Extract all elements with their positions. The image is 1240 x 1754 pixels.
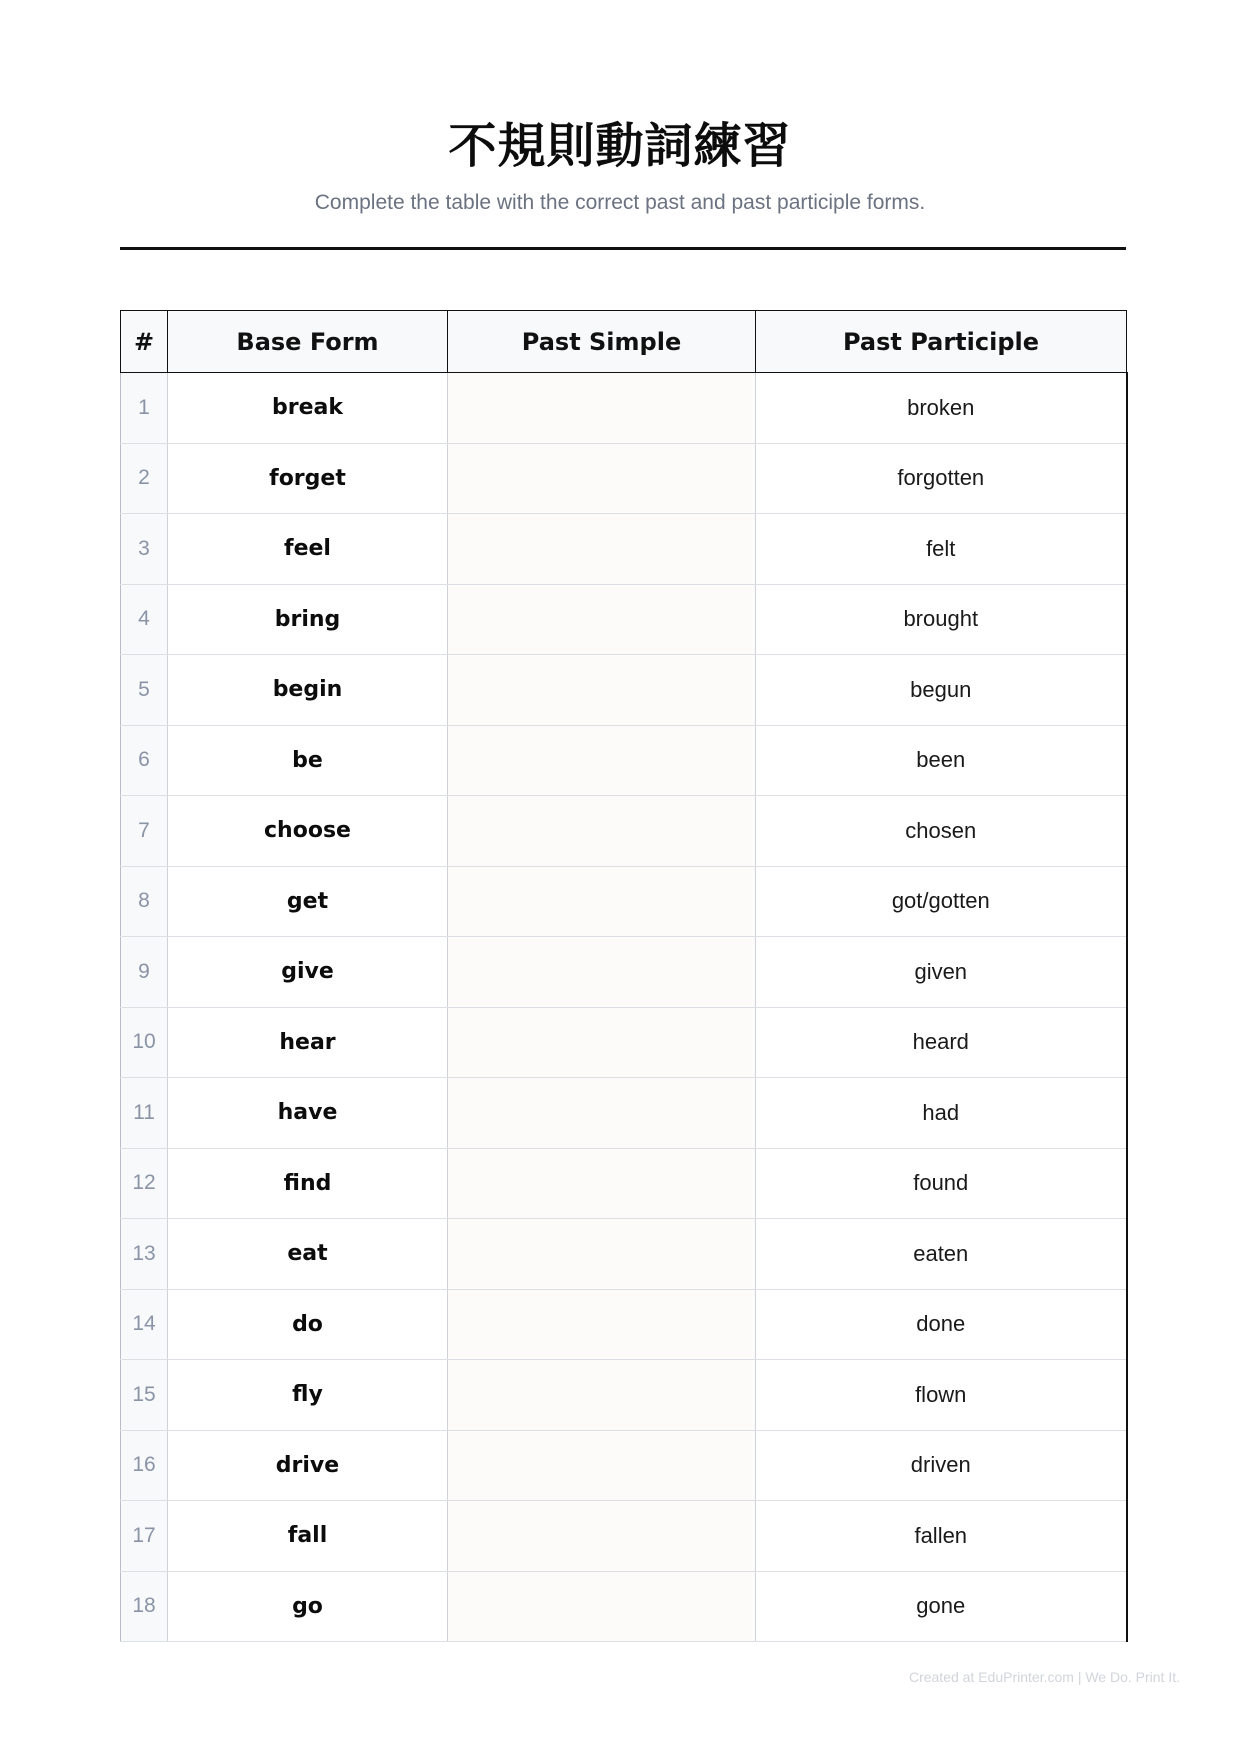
base-form-cell: find	[168, 1148, 448, 1219]
past-participle-cell: chosen	[756, 796, 1127, 867]
table-row	[121, 443, 1127, 514]
past-participle-cell: got/gotten	[756, 866, 1127, 937]
table-row	[121, 725, 1127, 796]
table-row	[121, 1219, 1127, 1290]
base-form-cell: do	[168, 1289, 448, 1360]
table-row	[121, 1148, 1127, 1219]
verb-table-container	[120, 310, 1126, 1642]
table-row	[121, 1430, 1127, 1501]
table-row	[121, 1289, 1127, 1360]
base-form-cell: go	[168, 1571, 448, 1642]
footer-credit: Created at EduPrinter.com | We Do. Print It.	[908, 1669, 1180, 1685]
base-form-cell: drive	[168, 1430, 448, 1501]
base-form-cell: get	[168, 866, 448, 937]
row-number: 11	[121, 1078, 168, 1149]
row-number: 9	[121, 937, 168, 1008]
base-form-cell: begin	[168, 655, 448, 726]
base-form-cell: feel	[168, 514, 448, 585]
table-body	[121, 373, 1127, 1642]
row-number: 17	[121, 1501, 168, 1572]
base-form-cell: bring	[168, 584, 448, 655]
row-number: 6	[121, 725, 168, 796]
past-participle-cell: driven	[756, 1430, 1127, 1501]
row-number: 18	[121, 1571, 168, 1642]
past-simple-answer-cell[interactable]	[448, 937, 756, 1008]
past-simple-answer-cell[interactable]	[448, 1219, 756, 1290]
base-form-cell: hear	[168, 1007, 448, 1078]
verb-table	[120, 310, 1128, 1642]
past-participle-cell: flown	[756, 1360, 1127, 1431]
past-simple-answer-cell[interactable]	[448, 1078, 756, 1149]
column-header-past-simple: Past Simple	[448, 311, 756, 373]
past-simple-answer-cell[interactable]	[448, 443, 756, 514]
past-simple-answer-cell[interactable]	[448, 514, 756, 585]
past-participle-cell: done	[756, 1289, 1127, 1360]
past-participle-cell: found	[756, 1148, 1127, 1219]
base-form-cell: choose	[168, 796, 448, 867]
title-divider	[120, 247, 1126, 250]
past-simple-answer-cell[interactable]	[448, 725, 756, 796]
past-simple-answer-cell[interactable]	[448, 1430, 756, 1501]
base-form-cell: have	[168, 1078, 448, 1149]
page-title: 不規則動詞練習	[448, 118, 792, 174]
row-number: 3	[121, 514, 168, 585]
past-simple-answer-cell[interactable]	[448, 1289, 756, 1360]
table-row	[121, 1360, 1127, 1431]
past-simple-answer-cell[interactable]	[448, 796, 756, 867]
row-number: 5	[121, 655, 168, 726]
past-simple-answer-cell[interactable]	[448, 1360, 756, 1431]
base-form-cell: break	[168, 373, 448, 444]
base-form-cell: be	[168, 725, 448, 796]
past-simple-answer-cell[interactable]	[448, 584, 756, 655]
table-row	[121, 796, 1127, 867]
past-participle-cell: given	[756, 937, 1127, 1008]
base-form-cell: give	[168, 937, 448, 1008]
base-form-cell: fall	[168, 1501, 448, 1572]
past-participle-cell: gone	[756, 1571, 1127, 1642]
past-participle-cell: brought	[756, 584, 1127, 655]
table-row	[121, 937, 1127, 1008]
row-number: 13	[121, 1219, 168, 1290]
table-row	[121, 514, 1127, 585]
past-participle-cell: broken	[756, 373, 1127, 444]
past-participle-cell: forgotten	[756, 443, 1127, 514]
row-number: 15	[121, 1360, 168, 1431]
table-row	[121, 655, 1127, 726]
past-simple-answer-cell[interactable]	[448, 373, 756, 444]
past-simple-answer-cell[interactable]	[448, 655, 756, 726]
row-number: 2	[121, 443, 168, 514]
table-row	[121, 866, 1127, 937]
row-number: 1	[121, 373, 168, 444]
base-form-cell: eat	[168, 1219, 448, 1290]
past-participle-cell: eaten	[756, 1219, 1127, 1290]
table-row	[121, 1007, 1127, 1078]
past-participle-cell: fallen	[756, 1501, 1127, 1572]
table-row	[121, 584, 1127, 655]
row-number: 14	[121, 1289, 168, 1360]
column-header-past-participle: Past Participle	[756, 311, 1127, 373]
row-number: 7	[121, 796, 168, 867]
past-participle-cell: begun	[756, 655, 1127, 726]
base-form-cell: fly	[168, 1360, 448, 1431]
past-simple-answer-cell[interactable]	[448, 1007, 756, 1078]
row-number: 12	[121, 1148, 168, 1219]
past-participle-cell: been	[756, 725, 1127, 796]
column-header-number: #	[121, 311, 168, 373]
past-participle-cell: felt	[756, 514, 1127, 585]
past-simple-answer-cell[interactable]	[448, 1571, 756, 1642]
table-row	[121, 373, 1127, 444]
past-participle-cell: had	[756, 1078, 1127, 1149]
page-subtitle: Complete the table with the correct past and past participle forms.	[314, 191, 926, 214]
base-form-cell: forget	[168, 443, 448, 514]
row-number: 4	[121, 584, 168, 655]
past-participle-cell: heard	[756, 1007, 1127, 1078]
table-row	[121, 1571, 1127, 1642]
column-header-base-form: Base Form	[168, 311, 448, 373]
table-row	[121, 1078, 1127, 1149]
table-header-row	[121, 311, 1127, 373]
table-row	[121, 1501, 1127, 1572]
past-simple-answer-cell[interactable]	[448, 866, 756, 937]
row-number: 16	[121, 1430, 168, 1501]
past-simple-answer-cell[interactable]	[448, 1148, 756, 1219]
past-simple-answer-cell[interactable]	[448, 1501, 756, 1572]
row-number: 8	[121, 866, 168, 937]
row-number: 10	[121, 1007, 168, 1078]
